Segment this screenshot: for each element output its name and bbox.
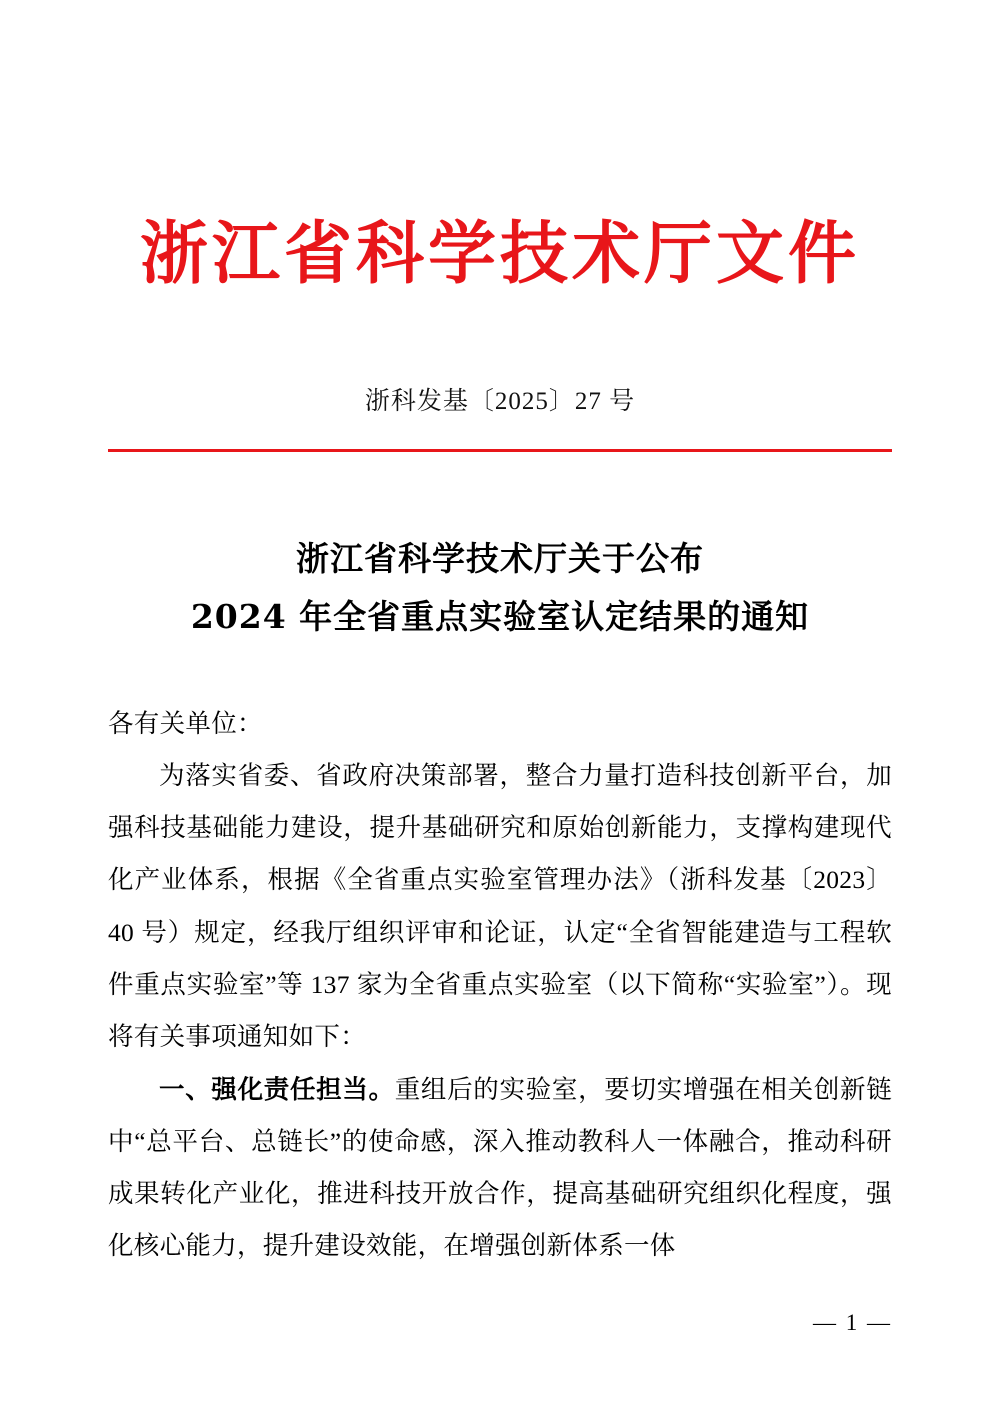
body-paragraph-2 <box>108 1064 892 1273</box>
document-body <box>108 698 892 1273</box>
body-paragraph-2-text: 重组后的实验室，要切实增强在相关创新链中“总平台、总链长”的使命感，深入推动教科人一体融合，推动科研成果转化产业化，推进科技开放合作，提高基础研究组织化程度，强化核心能力，提升建设效能，在增强创新体系一体 <box>108 1074 892 1261</box>
page-title-line-1: 浙江省科学技术厅关于公布 <box>296 539 704 579</box>
red-divider-rule <box>108 449 892 452</box>
body-paragraph-1: 为落实省委、省政府决策部署，整合力量打造科技创新平台，加强科技基础能力建设，提升基础研究和原始创新能力，支撑构建现代化产业体系，根据《全省重点实验室管理办法》（浙科发基〔2023〕40 号）规定，经我厅组织评审和论证，认定“全省智能建造与工程软件重点实验室”等 137 家为全省重点实验室（以下简称“实验室”）。现将有关事项通知如下： <box>108 760 892 1052</box>
page-title-line-2: 2024 年全省重点实验室认定结果的通知 <box>190 596 810 636</box>
page-title <box>108 530 892 646</box>
document-header <box>108 0 892 293</box>
page-number: — 1 — <box>813 1310 892 1335</box>
salutation-text: 各有关单位： <box>108 708 263 738</box>
document-number: 浙科发基〔2025〕27 号 <box>364 388 636 416</box>
body-paragraph-2-heading: 一、强化责任担当。 <box>159 1074 395 1105</box>
issuer-banner-title: 浙江省科学技术厅文件 <box>139 214 860 294</box>
